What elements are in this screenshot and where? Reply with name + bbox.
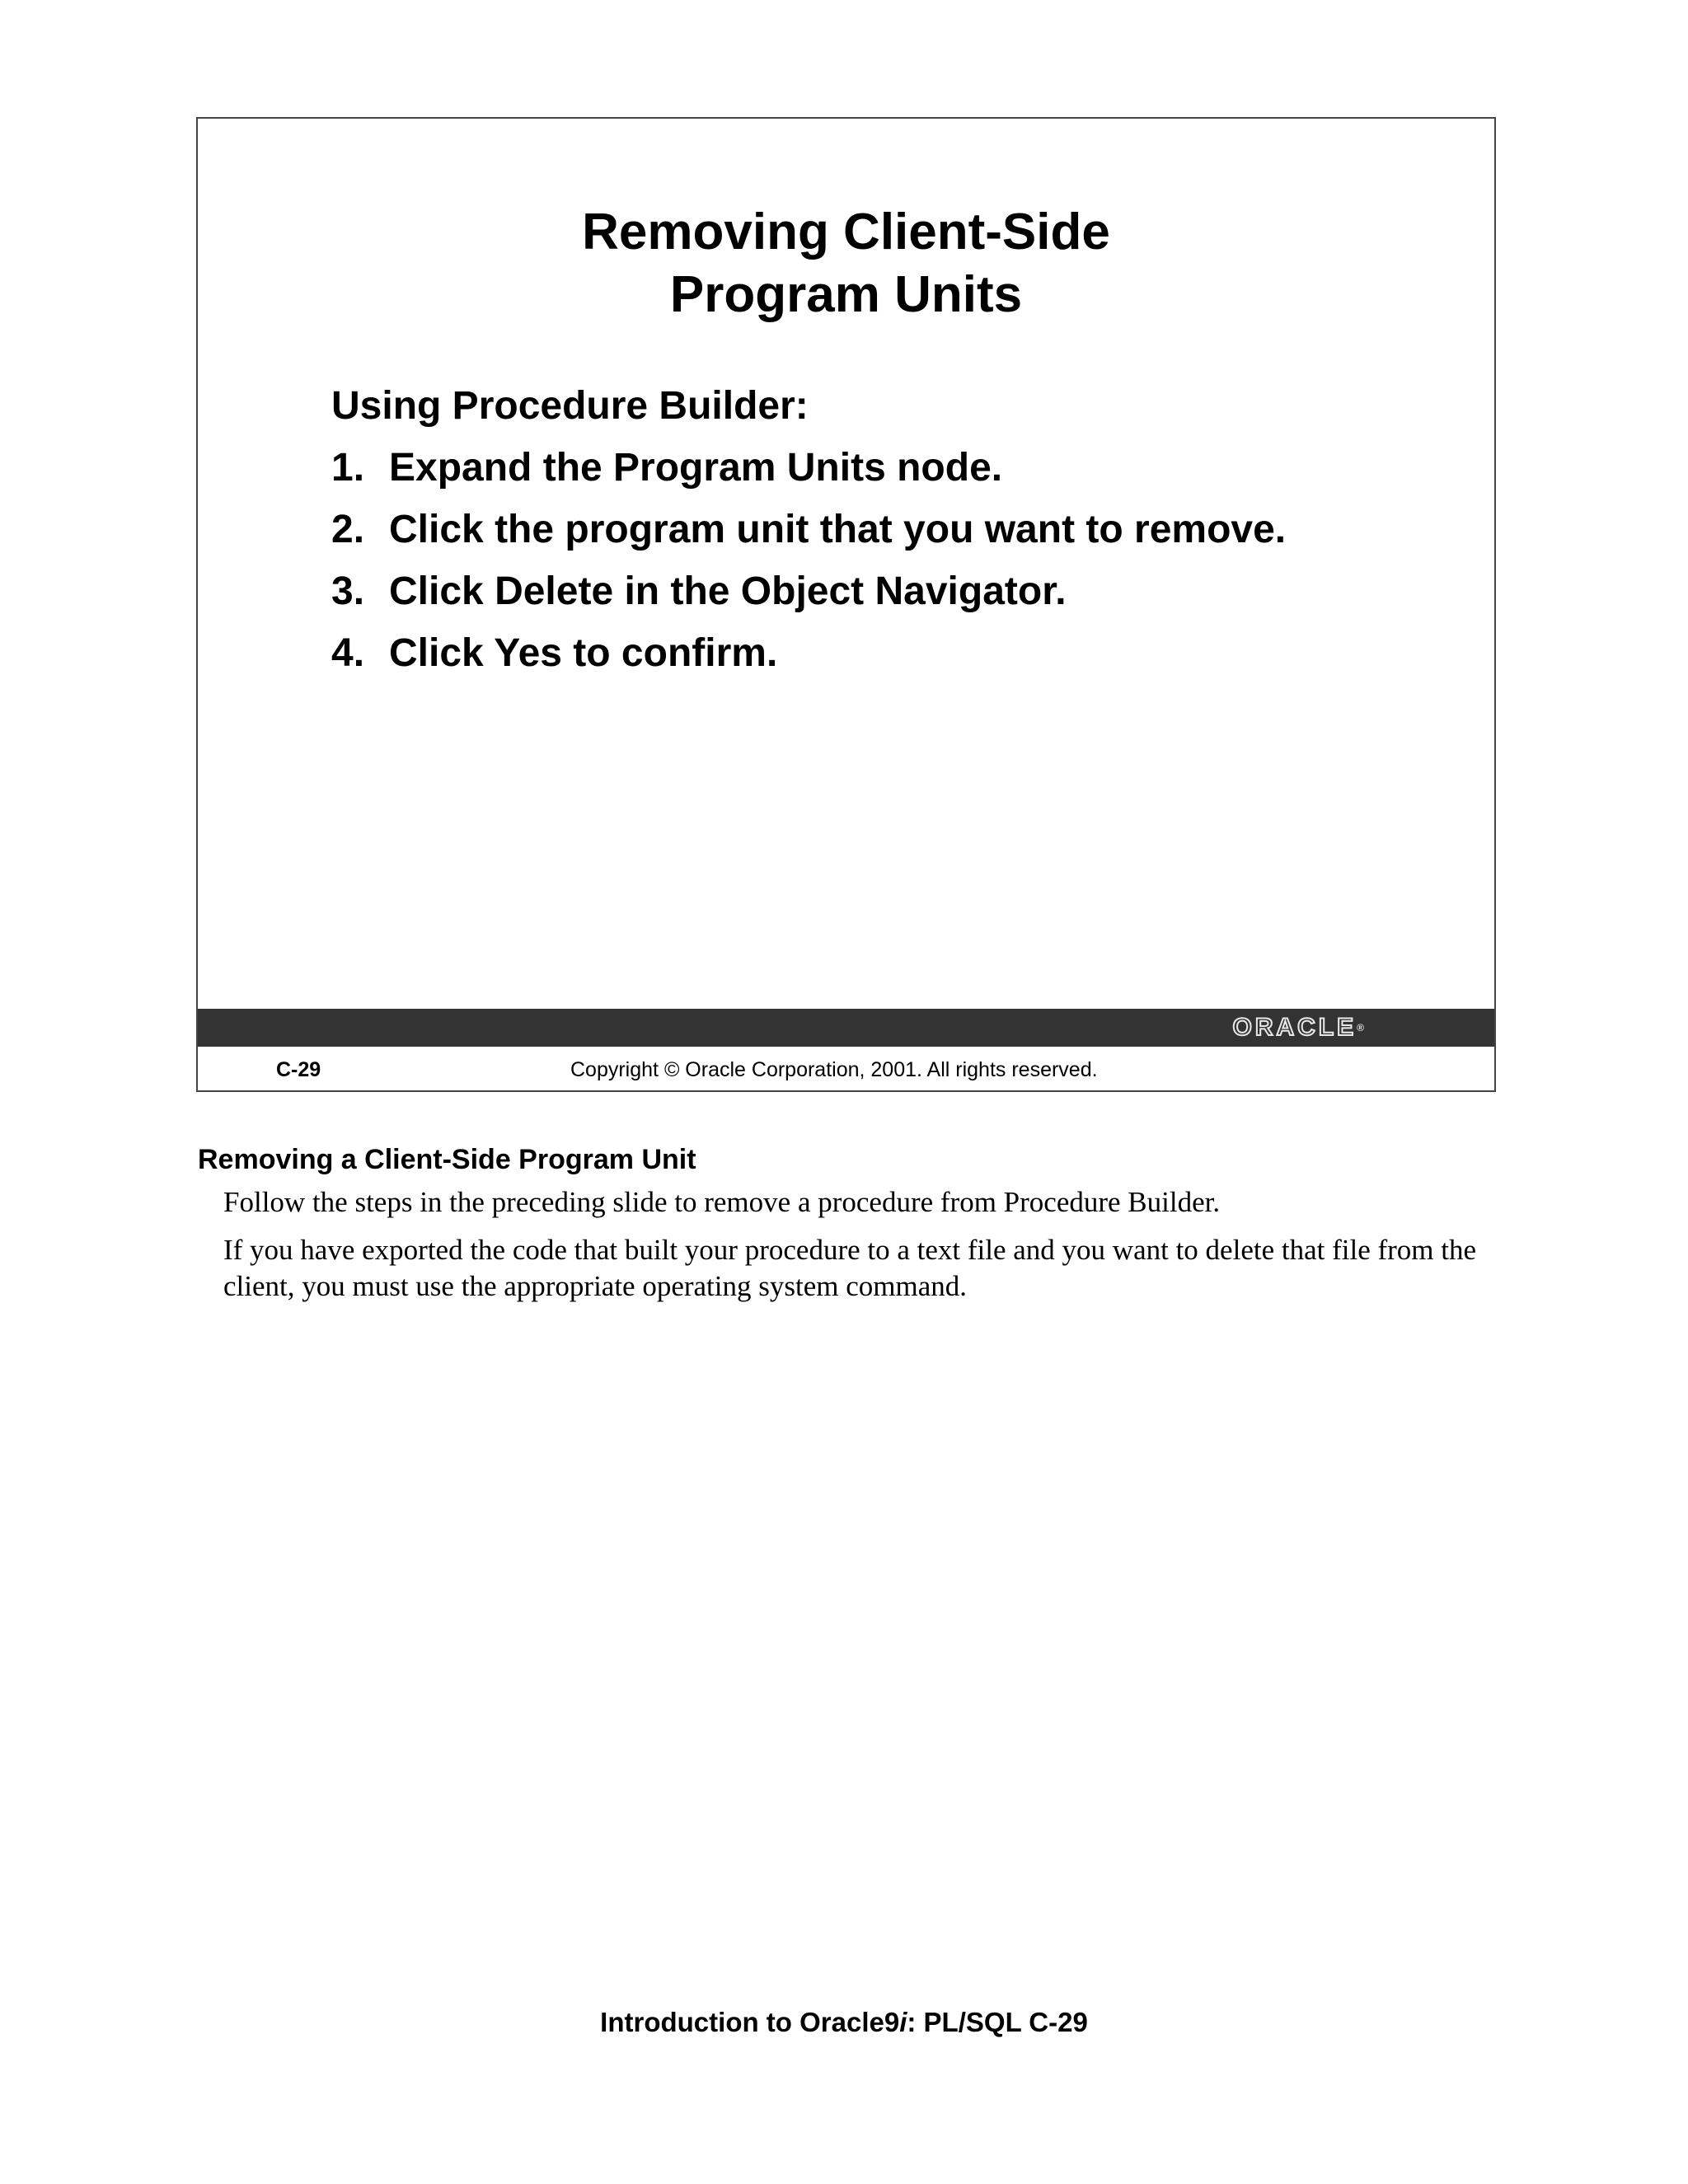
step-text: Click Delete in the Object Navigator.: [389, 569, 1067, 613]
copyright-notice: Copyright © Oracle Corporation, 2001. All rights reserved.: [570, 1058, 1098, 1081]
slide-title: [198, 201, 1494, 326]
step-number: 2.: [331, 508, 365, 551]
slide-number: C-29: [276, 1058, 321, 1081]
slide-body: [331, 376, 1469, 684]
step-number: 3.: [331, 569, 365, 613]
notes-section: [198, 1141, 1500, 1316]
step-text: Click Yes to confirm.: [389, 631, 778, 675]
oracle-logo: [1232, 1014, 1364, 1042]
page-footer: [0, 2006, 1688, 2039]
page-footer-prefix: Introduction to Oracle9: [600, 2007, 900, 2037]
slide-title-line-1: Removing Client-Side: [582, 204, 1110, 260]
oracle-footer-bar: [198, 1009, 1494, 1047]
step-number: 4.: [331, 631, 365, 675]
step-item: [331, 437, 1469, 499]
page-footer-italic: i: [899, 2007, 907, 2037]
steps-list: [331, 437, 1469, 684]
notes-paragraph: Follow the steps in the preceding slide to remove a procedure from Procedure Builder.: [223, 1186, 1221, 1218]
slide-footer: [198, 1047, 1494, 1092]
registered-mark-icon: ®: [1357, 1022, 1364, 1033]
slide-intro: Using Procedure Builder:: [331, 384, 809, 428]
step-text: Click the program unit that you want to remove.: [389, 508, 1287, 551]
step-text: Expand the Program Units node.: [389, 446, 1003, 490]
notes-heading: Removing a Client-Side Program Unit: [198, 1144, 696, 1175]
oracle-logo-text: ORACLE: [1232, 1014, 1357, 1041]
slide: [196, 117, 1496, 1092]
notes-paragraph: If you have exported the code that built your procedure to a text file and you want to delete that file from the client, you must use the appropriate operating system command.: [223, 1234, 1477, 1302]
step-item: [331, 560, 1469, 622]
step-item: [331, 499, 1469, 560]
page-footer-suffix: : PL/SQL C-29: [907, 2007, 1088, 2037]
slide-title-line-2: Program Units: [669, 266, 1023, 323]
step-item: [331, 622, 1469, 684]
step-number: 1.: [331, 446, 365, 490]
